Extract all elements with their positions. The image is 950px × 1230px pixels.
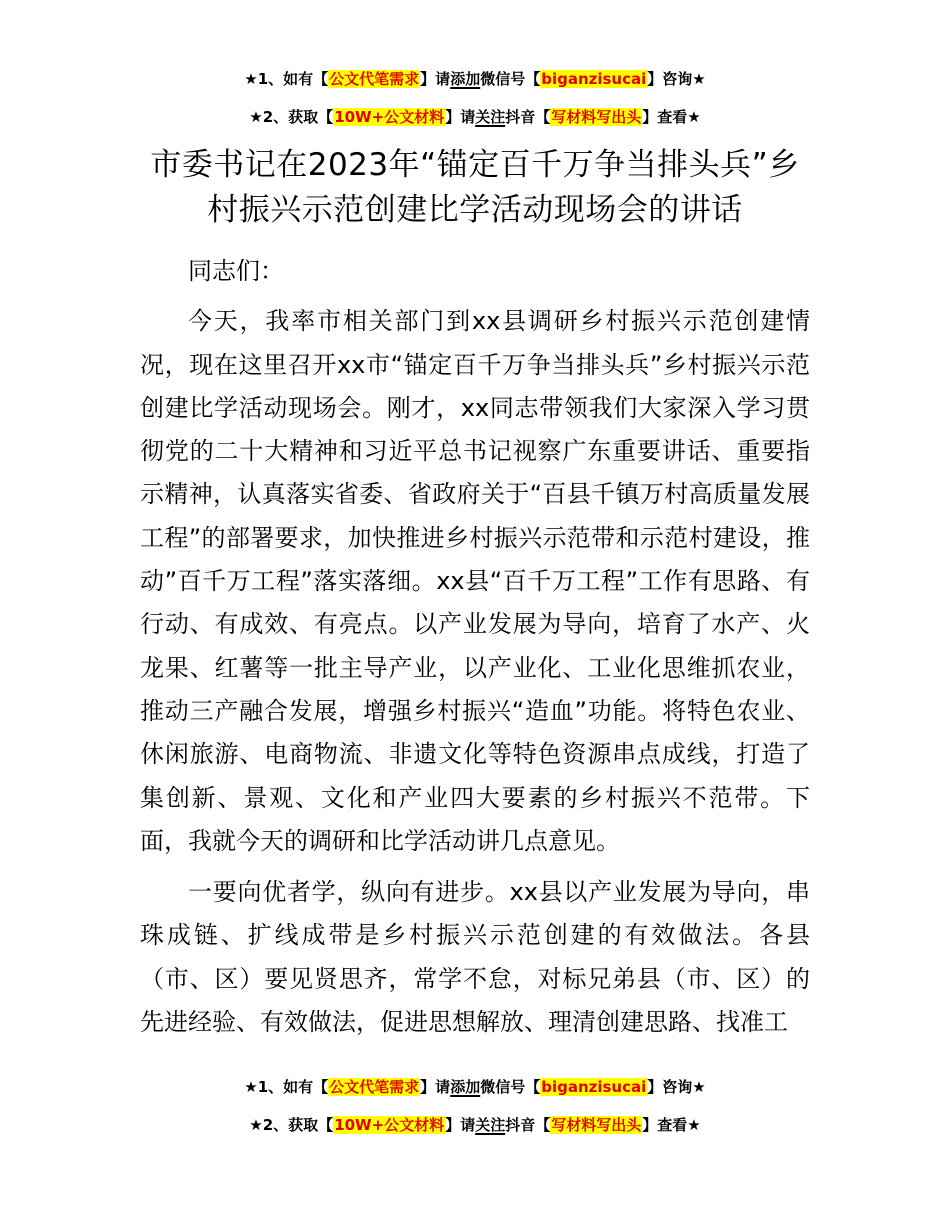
ad-underlined-text: 添加	[450, 1078, 481, 1096]
greeting: 同志们：	[188, 257, 284, 285]
ad-highlight-wechat-id: biganzisucai	[541, 1078, 647, 1096]
ad-text: 抖音【	[505, 1116, 551, 1134]
ad-highlight-service: 公文代笔需求	[329, 1078, 420, 1096]
ad-text: 】请	[445, 108, 476, 126]
ad-line-bottom-1	[0, 1076, 950, 1098]
ad-text: 抖音【	[505, 108, 551, 126]
ad-highlight-wechat-id: biganzisucai	[541, 70, 647, 88]
ad-underlined-text: 添加	[450, 70, 481, 88]
ad-suffix: 】查看★	[642, 108, 701, 126]
ad-suffix: 】咨询★	[647, 1078, 706, 1096]
ad-underlined-text: 关注	[475, 1116, 506, 1134]
ad-prefix: ★1、如有【	[244, 70, 329, 88]
ad-suffix: 】查看★	[642, 1116, 701, 1134]
ad-text: 】请	[420, 1078, 451, 1096]
ad-highlight-douyin: 写材料写出头	[551, 108, 642, 126]
ad-text: 】请	[445, 1116, 476, 1134]
paragraph-intro: 今天，我率市相关部门到xx县调研乡村振兴示范创建情况，现在这里召开xx市“锚定百千万争当排头兵”乡村振兴示范创建比学活动现场会。刚才，xx同志带领我们大家深入学习贯彻党的二十大精神和习近平总书记视察广东重要讲话、重要指示精神，认真落实省委、省政府关于“百县千镇万村高质量发展工程”的部署要求，加快推进乡村振兴示范带和示范村建设，推动”百千万工程”落实落细。xx县“百千万工程”工作有思路、有行动、有成效、有亮点。以产业发展为导向，培育了水产、火龙果、红薯等一批主导产业，以产业化、工业化思维抓农业，推动三产融合发展，增强乡村振兴“造血”功能。将特色农业、休闲旅游、电商物流、非遗文化等特色资源串点成线，打造了集创新、景观、文化和产业四大要素的乡村振兴不范带。下面，我就今天的调研和比学活动讲几点意见。	[140, 307, 810, 855]
ad-suffix: 】咨询★	[647, 70, 706, 88]
ad-prefix: ★2、获取【	[249, 1116, 334, 1134]
document-body	[140, 250, 810, 1044]
ad-line-top-2	[0, 106, 950, 128]
ad-highlight-service: 公文代笔需求	[329, 70, 420, 88]
ad-underlined-text: 关注	[475, 108, 506, 126]
ad-text: 】请	[420, 70, 451, 88]
ad-highlight-materials: 10W+公文材料	[334, 1116, 445, 1134]
ad-line-top-1	[0, 68, 950, 90]
ad-line-bottom-2	[0, 1114, 950, 1136]
document-title: 市委书记在2023年“锚定百千万争当排头兵”乡村振兴示范创建比学活动现场会的讲话	[150, 147, 800, 228]
paragraph-point-one: 一要向优者学，纵向有进步。xx县以产业发展为导向，串珠成链、扩线成带是乡村振兴示范创建的有效做法。各县（市、区）要见贤思齐，常学不怠，对标兄弟县（市、区）的先进经验、有效做法，促进思想解放、理清创建思路、找准工	[140, 878, 810, 1037]
ad-highlight-douyin: 写材料写出头	[551, 1116, 642, 1134]
ad-prefix: ★2、获取【	[249, 108, 334, 126]
ad-prefix: ★1、如有【	[244, 1078, 329, 1096]
ad-text: 微信号【	[480, 70, 541, 88]
ad-text: 微信号【	[480, 1078, 541, 1096]
ad-highlight-materials: 10W+公文材料	[334, 108, 445, 126]
